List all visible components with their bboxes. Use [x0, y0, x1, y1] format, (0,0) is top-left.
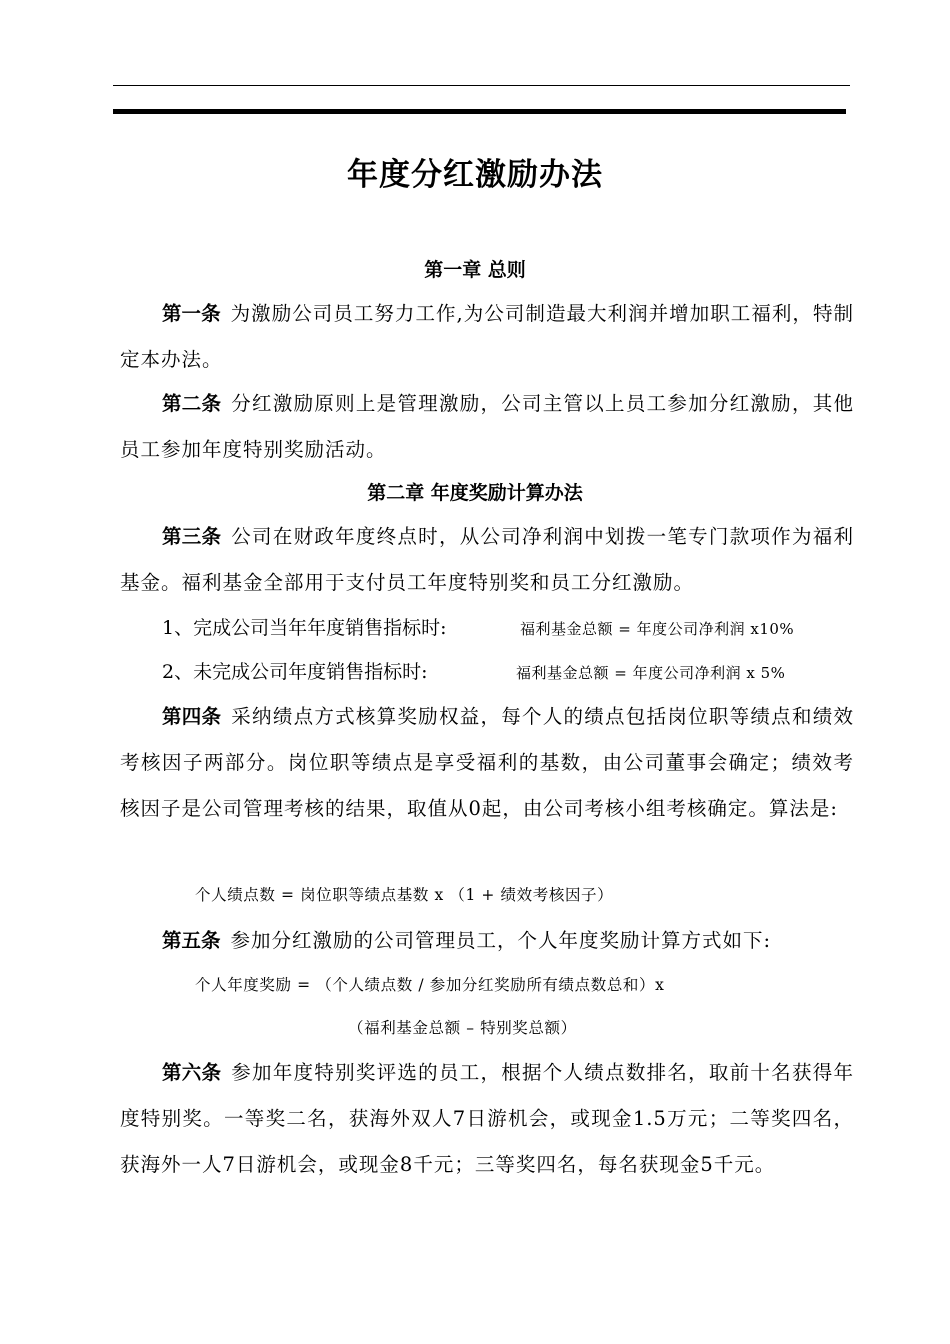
article-1-text: 为激励公司员工努力工作,为公司制造最大利润并增加职工福利，特制定本办法。	[120, 302, 854, 371]
article-3	[120, 514, 854, 606]
list-item-2	[162, 657, 786, 687]
article-3-label: 第三条	[162, 525, 222, 548]
list-item-1-text: 1、完成公司当年年度销售指标时:	[162, 617, 447, 639]
header-rule-thick	[113, 109, 846, 114]
list-item-1-formula: 福利基金总额 = 年度公司净利润 x10%	[520, 620, 795, 638]
article-4-text: 采纳绩点方式核算奖励权益，每个人的绩点包括岗位职等绩点和绩效考核因子两部分。岗位职等绩点是享受福利的基数，由公司董事会确定；绩效考核因子是公司管理考核的结果，取值从0起，由公司考核小组考核确定。算法是:	[120, 705, 854, 820]
article-5-label: 第五条	[162, 929, 221, 952]
points-formula: 个人绩点数 = 岗位职等绩点基数 x （1 + 绩效考核因子）	[195, 886, 614, 904]
article-4-label: 第四条	[162, 705, 222, 728]
bonus-formula-line-2: （福利基金总额 – 特别奖总额）	[348, 1019, 577, 1037]
header-rule-thin	[113, 85, 850, 86]
list-item-2-text: 2、未完成公司年度销售指标时:	[162, 661, 428, 683]
article-1	[120, 291, 854, 383]
chapter-heading-1: 第一章 总则	[424, 259, 526, 281]
chapter-heading-2: 第二章 年度奖励计算办法	[367, 482, 583, 504]
article-3-text: 公司在财政年度终点时，从公司净利润中划拨一笔专门款项作为福利基金。福利基金全部用于支付员工年度特别奖和员工分红激励。	[120, 525, 854, 594]
article-6-label: 第六条	[162, 1061, 222, 1084]
article-6-text: 参加年度特别奖评选的员工，根据个人绩点数排名，取前十名获得年度特别奖。一等奖二名，获海外双人7日游机会，或现金1.5万元；二等奖四名，获海外一人7日游机会，或现金8千元；三等奖四名，每名获现金5千元。	[120, 1061, 854, 1176]
document-title: 年度分红激励办法	[347, 157, 603, 193]
bonus-formula-line-1: 个人年度奖励 = （个人绩点数 / 参加分红奖励所有绩点数总和）x	[195, 976, 665, 994]
list-item-1	[162, 613, 795, 643]
article-2-text: 分红激励原则上是管理激励，公司主管以上员工参加分红激励，其他员工参加年度特别奖励活动。	[120, 392, 854, 461]
article-6	[120, 1050, 854, 1188]
article-2-label: 第二条	[162, 392, 222, 415]
article-5-text: 参加分红激励的公司管理员工，个人年度奖励计算方式如下:	[230, 929, 772, 952]
article-4	[120, 694, 854, 832]
article-5	[120, 918, 854, 964]
list-item-2-formula: 福利基金总额 = 年度公司净利润 x 5%	[516, 664, 786, 682]
article-2	[120, 381, 854, 473]
article-1-label: 第一条	[162, 302, 221, 325]
